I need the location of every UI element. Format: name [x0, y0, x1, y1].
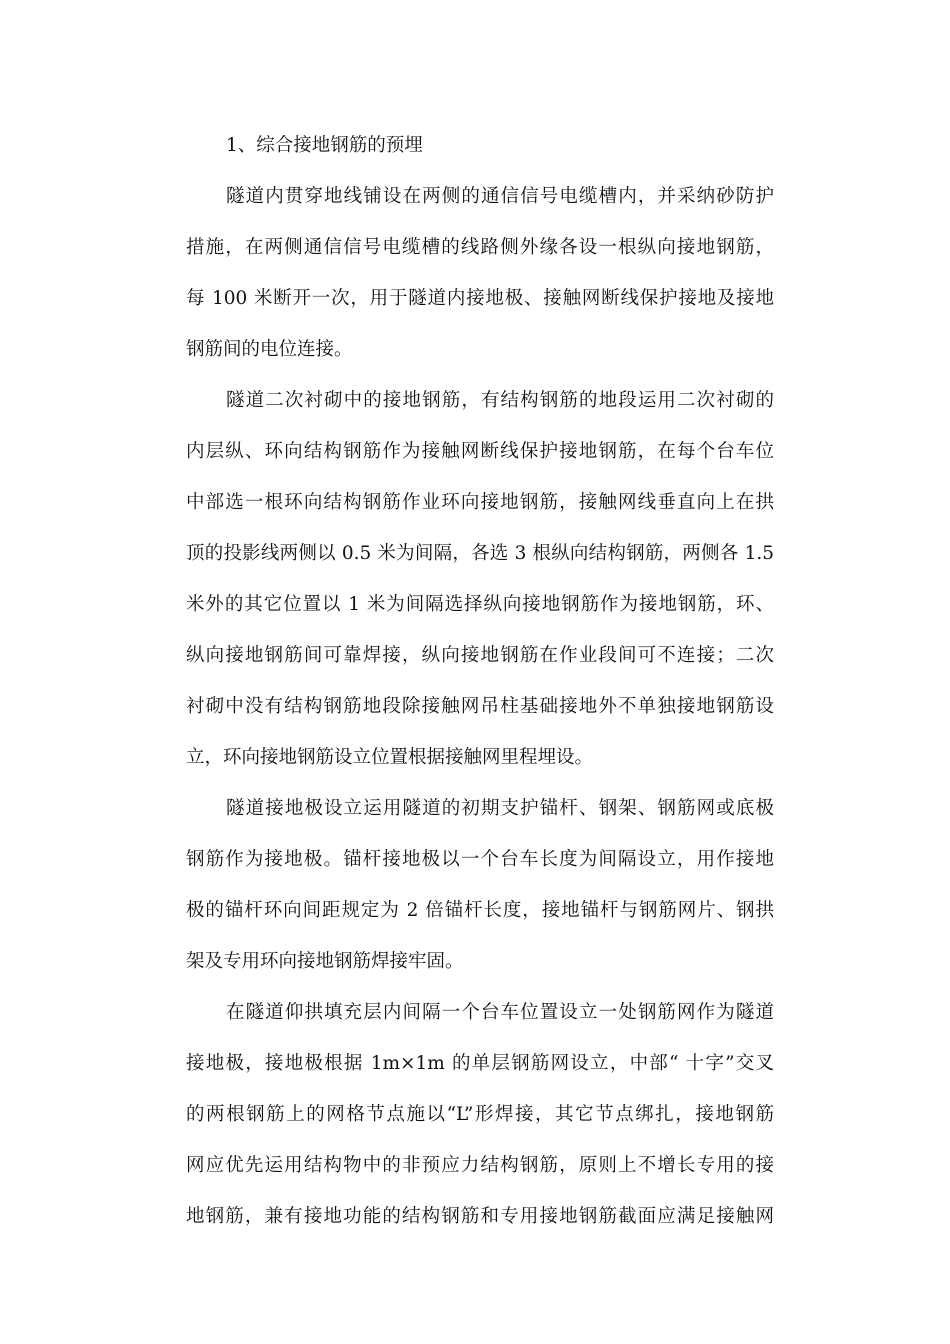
- paragraph-line: 内层纵、环向结构钢筋作为接触网断线保护接地钢筋，在每个台车位: [186, 441, 774, 462]
- paragraph-line: 极的锚杆环向间距规定为 2 倍锚杆长度，接地锚杆与钢筋网片、钢拱: [186, 900, 774, 921]
- section-heading: 1、综合接地钢筋的预埋: [226, 135, 423, 156]
- paragraph-line: 措施，在两侧通信信号电缆槽的线路侧外缘各设一根纵向接地钢筋，: [186, 237, 774, 258]
- paragraph-line: 地钢筋，兼有接地功能的结构钢筋和专用接地钢筋截面应满足接触网: [186, 1206, 774, 1227]
- paragraph-line: 顶的投影线两侧以 0.5 米为间隔，各选 3 根纵向结构钢筋，两侧各 1.5: [186, 543, 774, 564]
- paragraph-line: 的两根钢筋上的网格节点施以“L”形焊接，其它节点绑扎，接地钢筋: [186, 1104, 774, 1125]
- paragraph-line: 网应优先运用结构物中的非预应力结构钢筋，原则上不增长专用的接: [186, 1155, 774, 1176]
- paragraph-line: 米外的其它位置以 1 米为间隔选择纵向接地钢筋作为接地钢筋，环、: [186, 594, 774, 615]
- document-body: [186, 120, 774, 1242]
- paragraph-4: [186, 987, 774, 1242]
- paragraph-line: 钢筋间的电位连接。: [186, 339, 353, 360]
- paragraph-line: 钢筋作为接地极。锚杆接地极以一个台车长度为间隔设立，用作接地: [186, 849, 774, 870]
- paragraph-line: 接地极，接地极根据 1m×1m 的单层钢筋网设立，中部“ 十字”交叉: [186, 1053, 774, 1074]
- paragraph-line: 隧道二次衬砌中的接地钢筋，有结构钢筋的地段运用二次衬砌的: [226, 390, 774, 411]
- paragraph-line: 在隧道仰拱填充层内间隔一个台车位置设立一处钢筋网作为隧道: [226, 1002, 774, 1023]
- paragraph-line: 衬砌中没有结构钢筋地段除接触网吊柱基础接地外不单独接地钢筋设: [186, 696, 774, 717]
- paragraph-1: [186, 171, 774, 375]
- paragraph-line: 架及专用环向接地钢筋焊接牢固。: [186, 951, 464, 972]
- paragraph-line: 纵向接地钢筋间可靠焊接，纵向接地钢筋在作业段间可不连接；二次: [186, 645, 774, 666]
- paragraph-line: 每 100 米断开一次，用于隧道内接地极、接触网断线保护接地及接地: [186, 288, 774, 309]
- paragraph-line: 中部选一根环向结构钢筋作业环向接地钢筋，接触网线垂直向上在拱: [186, 492, 774, 513]
- paragraph-line: 立，环向接地钢筋设立位置根据接触网里程埋设。: [186, 747, 594, 768]
- paragraph-line: 隧道接地极设立运用隧道的初期支护锚杆、钢架、钢筋网或底极: [226, 798, 774, 819]
- paragraph-3: [186, 783, 774, 987]
- paragraph-2: [186, 375, 774, 783]
- paragraph-line: 隧道内贯穿地线铺设在两侧的通信信号电缆槽内，并采纳砂防护: [226, 186, 774, 207]
